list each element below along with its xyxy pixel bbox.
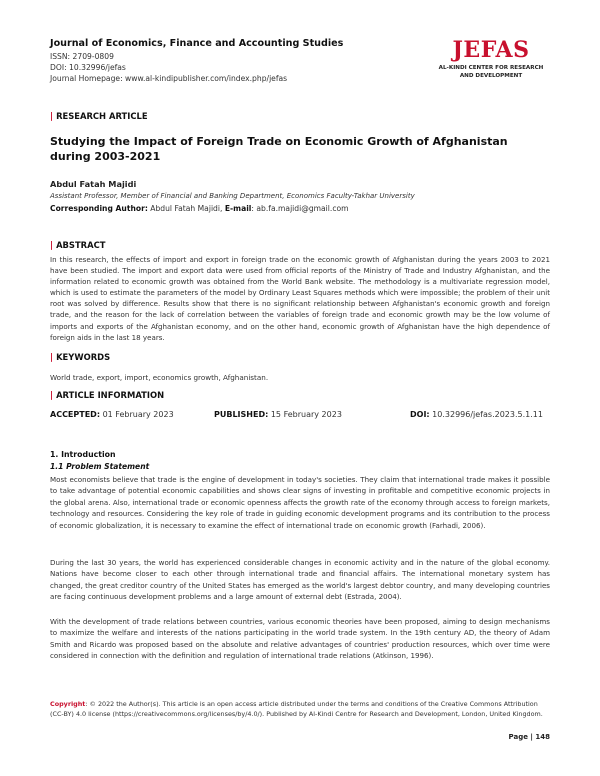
article-title: Studying the Impact of Foreign Trade on Economic Growth of Afghanistan during 2003-2021 [50,135,508,163]
page-number: Page | 148 [508,733,550,741]
accepted-label: ACCEPTED: [50,410,101,419]
author-name: Abdul Fatah Majidi [50,179,137,189]
keywords-text: World trade, export, import, economics growth, Afghanistan. [50,373,269,382]
abstract-heading-label: ABSTRACT [56,240,106,250]
section-bar-icon: | [50,111,54,121]
copyright-label: Copyright [50,700,86,708]
published-value: 15 February 2023 [270,410,342,419]
journal-header [50,38,390,85]
journal-title: Journal of Economics, Finance and Accounting Studies [50,38,344,49]
article-type [50,111,148,121]
abstract-heading [50,240,105,250]
section-bar-icon: | [50,390,54,400]
keywords-heading-label: KEYWORDS [56,352,111,362]
problem-statement-heading: 1.1 Problem Statement [50,462,150,471]
intro-paragraph-2: During the last 30 years, the world has experienced considerable changes in economic activity and in the nature of the global economy. Nations have become closer to each other through international trade and financial affairs. The international monetary system has changed, the great creditor country of the United States has emerged as the world's largest debtor country, and many developing countries are facing continuous development problems and a large amount of external debt (Estrada, 2004). [50,558,550,602]
article-info-heading [50,390,164,400]
accepted-date [50,410,174,419]
abstract-text: In this research, the effects of import and export in foreign trade on the economic growth of Afghanistan during the years 2003 to 2021 have been studied. The import and export data were used from official reports of the Ministry of Trade and Industry Afghanistan, and the information related to economic growth was obtained from the World Bank website. The methodology is a multivariate regression model, which is used to estimate the parameters of the model by Ordinary Least Squares methods which were impossible; the problem of their unit root was solved by difference. Results show that there is no significant relationship between Afghanistan's economic growth and foreign trade, and the reason for the lack of correlation between the variables of foreign trade and economic growth may be the low volume of imports and exports of the Afghanistan economy, and on the other hand, economic growth of Afghanistan have the high dependence of foreign aids in the last 18 years. [50,255,550,342]
logo-subtitle-2: AND DEVELOPMENT [459,73,523,79]
copyright-notice [50,700,550,719]
intro-paragraph-1: Most economists believe that trade is the engine of development in today's societies. They claim that international trade makes it possible to take advantage of potential economic capabilities and shows clear signs of investing in profitable and competitive economic projects in the global arena. Also, international trade or economic openness affects the growth rate of the economy through access to foreign markets, technology and resources. Considering the key role of trade in guiding economic development programs and its contribution to the process of economic globalization, it is necessary to examine the effect of international trade on economic growth (Farhadi, 2006). [50,475,550,530]
corresponding-author [50,204,349,213]
keywords-heading [50,352,110,362]
published-date [214,410,342,419]
doi-label: DOI: [410,410,430,419]
accepted-value: 01 February 2023 [102,410,174,419]
journal-homepage: Journal Homepage: www.al-kindipublisher.com/index.php/jefas [50,74,288,83]
section-bar-icon: | [50,352,54,362]
corr-name: Abdul Fatah Majidi, [150,204,223,213]
section-bar-icon: | [50,240,54,250]
article-type-label: RESEARCH ARTICLE [56,111,148,121]
journal-issn: ISSN: 2709-0809 [50,52,114,61]
intro-paragraph-3: With the development of trade relations between countries, various economic theories have been proposed, aiming to design mechanisms to maximize the welfare and interests of the nations participating in the world trade system. In the 19th century AD, the theory of Adam Smith and Ricardo was proposed based on the absolute and relative advantages of countries' production resources, which over time were considered in connection with the definition and regulation of international trade relations (Atkinson, 1996). [50,617,550,661]
article-info-heading-label: ARTICLE INFORMATION [56,390,165,400]
intro-heading: 1. Introduction [50,450,116,459]
corr-label: Corresponding Author: [50,204,148,213]
article-doi [410,410,543,419]
journal-logo [432,38,550,80]
author-affiliation: Assistant Professor, Member of Financial and Banking Department, Economics Faculty-Takhar University [50,192,415,200]
logo-subtitle-1: AL-KINDI CENTER FOR RESEARCH [438,65,544,71]
journal-doi: DOI: 10.32996/jefas [50,63,126,72]
doi-value[interactable]: 10.32996/jefas.2023.5.1.11 [432,410,543,419]
copyright-text: : © 2022 the Author(s). This article is an open access article distributed under the terms and conditions of the Creative Commons Attribution (CC-BY) 4.0 license (https://creativecommons.org/licenses/by/4.0/). Published by Al-Kindi Centre for Research and Development, London, United Kingdom. [50,700,543,718]
email-value[interactable]: : ab.fa.majidi@gmail.com [251,204,349,213]
email-label: E-mail [224,204,252,213]
published-label: PUBLISHED: [214,410,269,419]
logo-text: JEFAS [452,37,530,63]
